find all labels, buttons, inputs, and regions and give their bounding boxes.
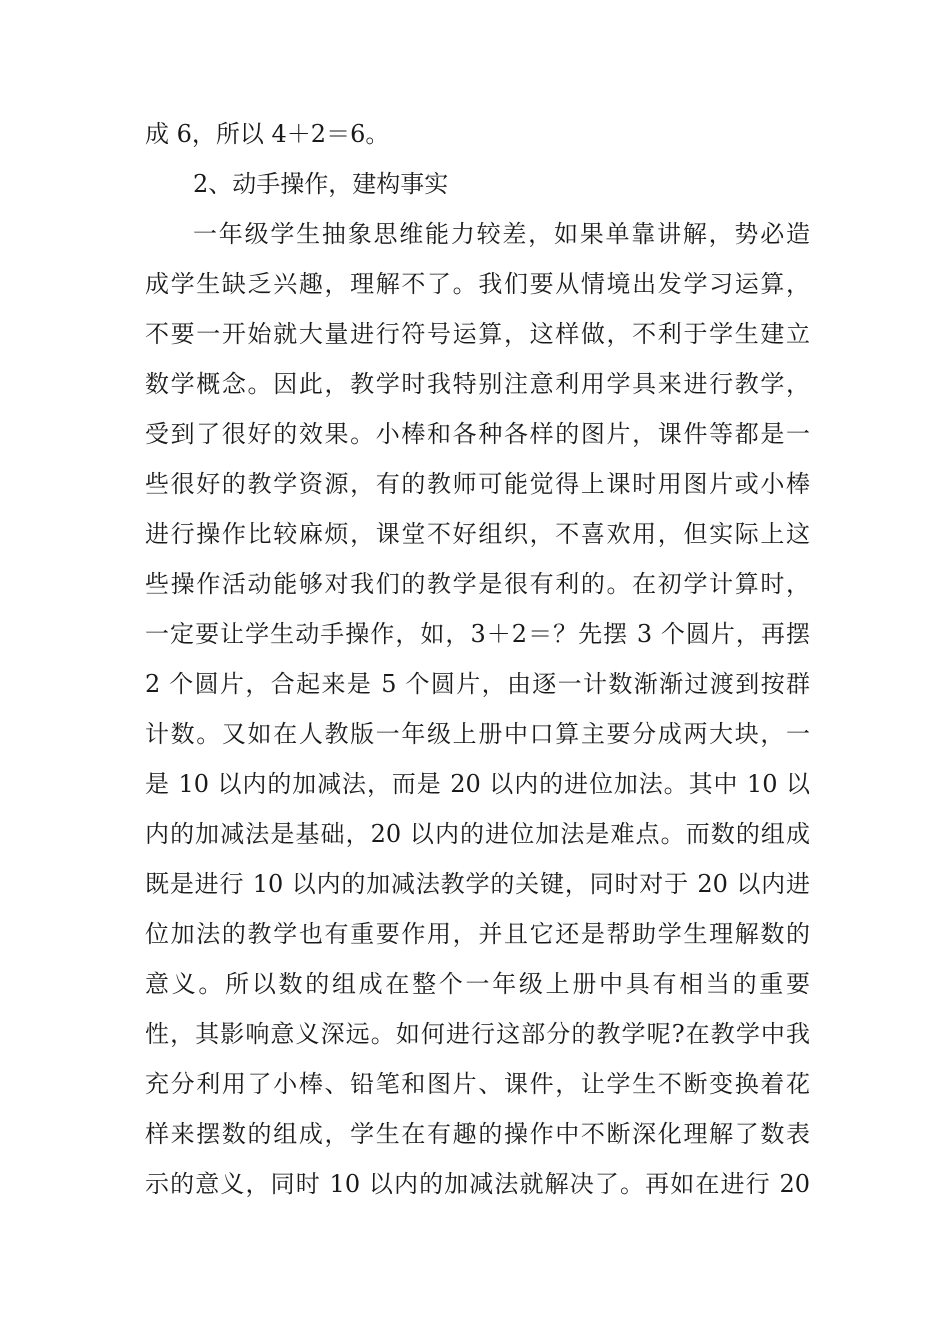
text-line-11: 一定要让学生动手操作，如，3＋2＝？先摆 3 个圆片，再摆 [145,620,810,648]
text-line-21: 样来摆数的组成，学生在有趣的操作中不断深化理解了数表 [145,1120,810,1148]
text-line-3: 一年级学生抽象思维能力较差，如果单靠讲解，势必造 [193,220,810,248]
text-line-10: 些操作活动能够对我们的教学是很有利的。在初学计算时， [145,570,810,598]
text-line-6: 数学概念。因此，教学时我特别注意利用学具来进行教学， [145,370,810,398]
text-line-14: 是 10 以内的加减法，而是 20 以内的进位加法。其中 10 以 [145,770,810,798]
text-line-9: 进行操作比较麻烦，课堂不好组织，不喜欢用，但实际上这 [145,520,810,548]
text-line-13: 计数。又如在人教版一年级上册中口算主要分成两大块，一 [145,720,810,748]
text-line-5: 不要一开始就大量进行符号运算，这样做，不利于学生建立 [145,320,810,348]
text-line-15: 内的加减法是基础，20 以内的进位加法是难点。而数的组成 [145,820,810,848]
text-line-20: 充分利用了小棒、铅笔和图片、课件，让学生不断变换着花 [145,1070,810,1098]
text-line-16: 既是进行 10 以内的加减法教学的关键，同时对于 20 以内进 [145,870,810,898]
text-line-7: 受到了很好的效果。小棒和各种各样的图片，课件等都是一 [145,420,810,448]
text-line-19: 性，其影响意义深远。如何进行这部分的教学呢?在教学中我 [145,1020,810,1048]
text-line-4: 成学生缺乏兴趣，理解不了。我们要从情境出发学习运算， [145,270,810,298]
text-line-17: 位加法的教学也有重要作用，并且它还是帮助学生理解数的 [145,920,810,948]
text-line-18: 意义。所以数的组成在整个一年级上册中具有相当的重要 [145,970,810,998]
text-line-22: 示的意义，同时 10 以内的加减法就解决了。再如在进行 20 [145,1170,810,1198]
text-line-1: 成 6，所以 4＋2＝6。 [145,120,390,148]
text-line-8: 些很好的教学资源，有的教师可能觉得上课时用图片或小棒 [145,470,810,498]
text-line-12: 2 个圆片，合起来是 5 个圆片，由逐一计数渐渐过渡到按群 [145,670,810,698]
section-heading: 2、动手操作，建构事实 [193,170,449,198]
